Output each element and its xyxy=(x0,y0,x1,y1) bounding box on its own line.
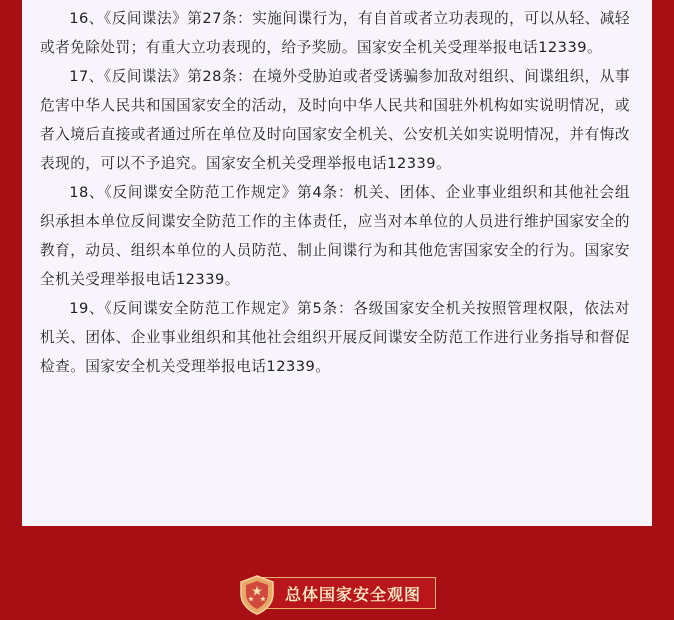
banner-title: 总体国家安全观图 xyxy=(285,584,422,604)
banner-label-box xyxy=(262,577,436,609)
footer-area xyxy=(0,526,674,620)
shield-stars-icon xyxy=(236,574,278,616)
article-paragraph-19: 19、《反间谍安全防范工作规定》第5条：各级国家安全机关按照管理权限，依法对机关、团体、企业事业组织和其他社会组织开展反间谍安全防范工作进行业务指导和督促检查。国家安全机关受理举报电话12339。 xyxy=(40,300,630,375)
article-paragraph-18: 18、《反间谍安全防范工作规定》第4条：机关、团体、企业事业组织和其他社会组织承担本单位反间谍安全防范工作的主体责任，应当对本单位的人员进行维护国家安全的教育，动员、组织本单位的人员防范、制止间谍行为和其他危害国家安全的行为。国家安全机关受理举报电话12339。 xyxy=(40,184,630,288)
section-banner[interactable] xyxy=(236,576,436,610)
article-card xyxy=(22,0,652,526)
article-paragraph-16: 16、《反间谍法》第27条：实施间谍行为，有自首或者立功表现的，可以从轻、减轻或者免除处罚；有重大立功表现的，给予奖励。国家安全机关受理举报电话12339。 xyxy=(40,10,630,56)
article-paragraph-17: 17、《反间谍法》第28条：在境外受胁迫或者受诱骗参加敌对组织、间谍组织，从事危害中华人民共和国国家安全的活动，及时向中华人民共和国驻外机构如实说明情况，或者入境后直接或者通过所在单位及时向国家安全机关、公安机关如实说明情况，并有悔改表现的，可以不予追究。国家安全机关受理举报电话12339。 xyxy=(40,68,630,172)
